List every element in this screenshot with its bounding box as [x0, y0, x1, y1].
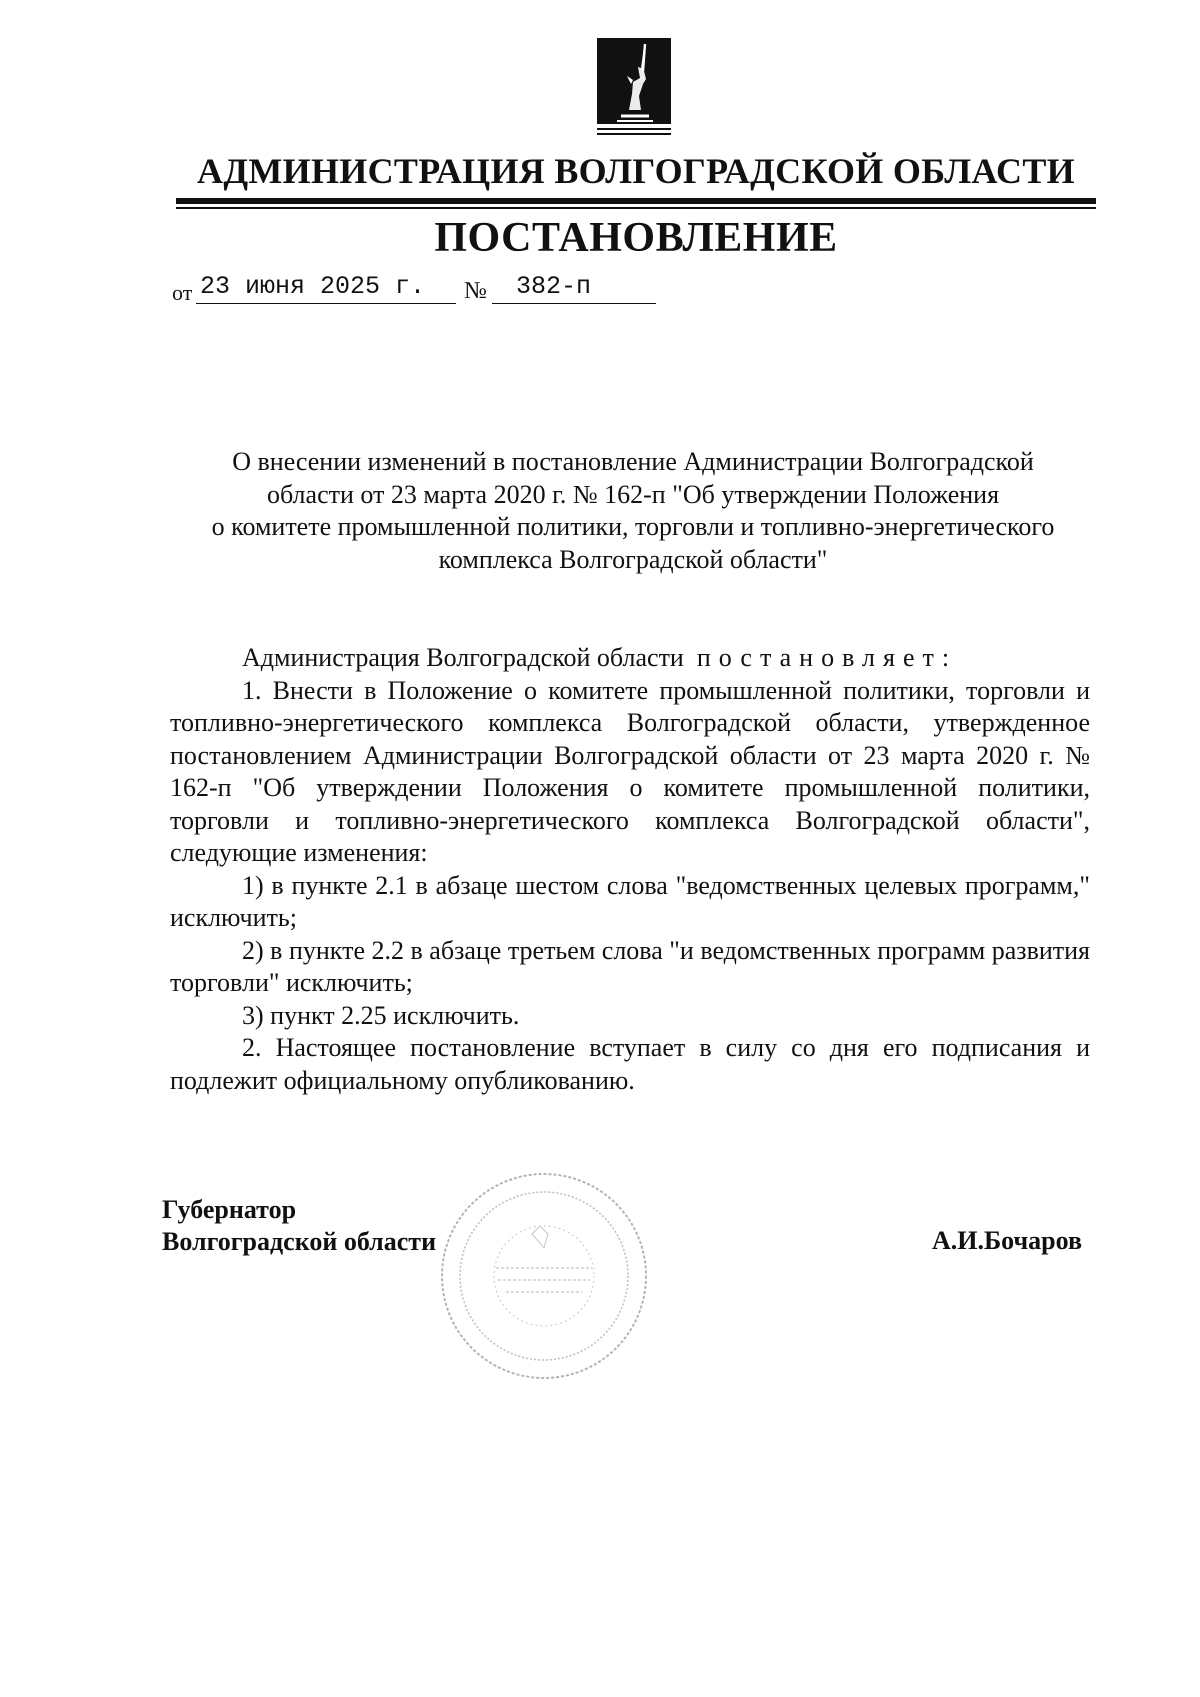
body-paragraph: 3) пункт 2.25 исключить.: [242, 1000, 520, 1030]
document-subject: [170, 446, 1096, 576]
body-paragraph: 2) в пункте 2.2 в абзаце третьем слова "и ведомственных программ развития торговли" исключить;: [170, 935, 1090, 997]
preamble-verb: постановляет:: [696, 643, 958, 672]
preamble: [170, 642, 1090, 675]
header-divider-thick: [176, 198, 1096, 204]
body-paragraph: 1) в пункте 2.1 в абзаце шестом слова "ведомственных целевых программ," исключить;: [170, 870, 1090, 932]
volgograd-coat-of-arms-icon: [597, 38, 671, 137]
subject-line: комплекса Волгоградской области": [438, 544, 828, 574]
date-label: от: [172, 280, 193, 305]
subject-line: О внесении изменений в постановление Администрации Волгоградской: [232, 447, 1034, 476]
document-type: ПОСТАНОВЛЕНИЕ: [434, 215, 838, 261]
official-seal-stamp: [436, 1168, 652, 1384]
body-paragraph: 1. Внести в Положение о комитете промышленной политики, торговли и топливно-энергетического комплекса Волгоградской области, утвержденное постановлением Администрации Волгоградской области от 23 марта 2020 г. № 162-п "Об утверждении Положения о комитете промышленной политики, торговли и топливно-энергетического комплекса Волгоградской области", следующие изменения:: [170, 675, 1090, 867]
number-label: №: [464, 278, 487, 304]
document-date: 23 июня 2025 г.: [196, 272, 456, 304]
body-paragraph: 2. Настоящее постановление вступает в силу со дня его подписания и подлежит официальному опубликованию.: [170, 1033, 1090, 1095]
document-body: [170, 642, 1090, 1097]
preamble-text: Администрация Волгоградской области: [242, 643, 684, 672]
subject-line: о комитете промышленной политики, торговли и топливно-энергетического: [211, 512, 1055, 541]
subject-line: области от 23 марта 2020 г. № 162-п "Об утверждении Положения: [266, 479, 1000, 509]
document-number: 382-п: [492, 272, 656, 304]
signer-position: [162, 1194, 436, 1258]
document-meta: [172, 272, 642, 306]
signer-name: А.И.Бочаров: [931, 1226, 1082, 1255]
header-divider-thin: [176, 207, 1096, 209]
signer-position-line: Губернатор: [162, 1195, 297, 1224]
signer-position-line: Волгоградской области: [162, 1227, 437, 1256]
organization-title: АДМИНИСТРАЦИЯ ВОЛГОГРАДСКОЙ ОБЛАСТИ: [197, 151, 1075, 191]
